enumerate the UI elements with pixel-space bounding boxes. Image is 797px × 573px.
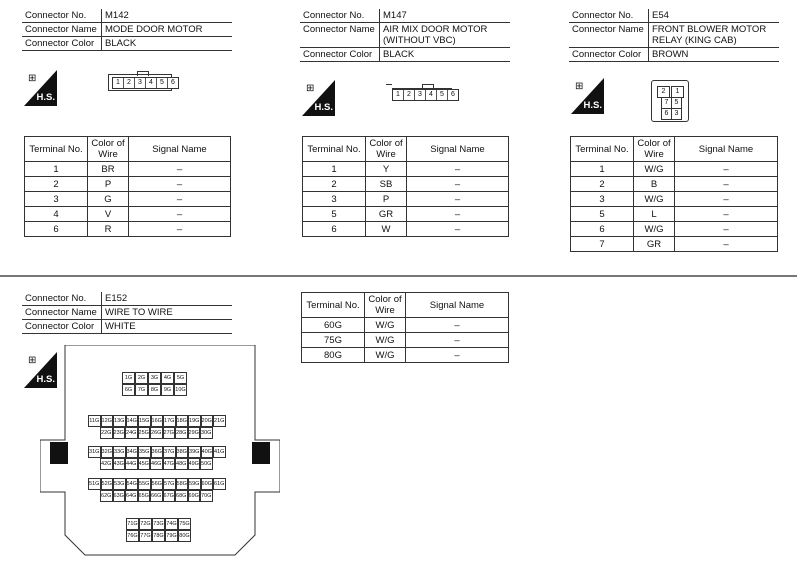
connector-info-m147: Connector No. M147 Connector Name AIR MIX DOOR MOTOR (WITHOUT VBC) Connector Color BLACK bbox=[300, 9, 510, 62]
pin: 5G bbox=[174, 372, 187, 384]
pin: 6 bbox=[451, 91, 455, 98]
connector-icon: ⊞ bbox=[28, 355, 37, 366]
pin: 64G bbox=[125, 490, 138, 502]
pin: 1 bbox=[113, 78, 124, 88]
connector-name: AIR MIX DOOR MOTOR (WITHOUT VBC) bbox=[380, 23, 511, 48]
connector-name: MODE DOOR MOTOR bbox=[102, 23, 233, 37]
pin: 41G bbox=[213, 446, 226, 458]
pin: 17G bbox=[163, 415, 176, 427]
pin: 36G bbox=[151, 446, 164, 458]
pin: 34G bbox=[126, 446, 139, 458]
table-row: 4 V – bbox=[25, 207, 231, 222]
pin: 1 bbox=[393, 90, 404, 100]
pin: 69G bbox=[188, 490, 201, 502]
pin: 5 bbox=[671, 97, 682, 109]
hs-badge: ⊞ H.S. bbox=[302, 80, 335, 116]
pin: 71G bbox=[126, 518, 139, 530]
connector-color: WHITE bbox=[102, 320, 233, 334]
connector-icon: ⊞ bbox=[306, 83, 315, 94]
pin: 48G bbox=[175, 458, 188, 470]
pin: 66G bbox=[150, 490, 163, 502]
table-row: 5 GR – bbox=[303, 207, 509, 222]
pin: 29G bbox=[188, 427, 201, 439]
pin: 79G bbox=[165, 530, 178, 542]
pin-row bbox=[112, 77, 179, 89]
pin: 67G bbox=[163, 490, 176, 502]
pin: 62G bbox=[100, 490, 113, 502]
pin: 1G bbox=[122, 372, 135, 384]
connector-name: FRONT BLOWER MOTOR RELAY (KING CAB) bbox=[649, 23, 780, 48]
table-row: 75G W/G – bbox=[302, 333, 509, 348]
connector-name: WIRE TO WIRE bbox=[102, 306, 233, 320]
table-row: 80G W/G – bbox=[302, 348, 509, 363]
table-row: 2 P – bbox=[25, 177, 231, 192]
connector-face-m142 bbox=[108, 74, 175, 91]
connector-info-e152: Connector No. E152 Connector Name WIRE TO WIRE Connector Color WHITE bbox=[22, 292, 232, 334]
pin: 20G bbox=[201, 415, 214, 427]
pin: 2 bbox=[404, 90, 415, 100]
pin: 38G bbox=[176, 446, 189, 458]
pin: 13G bbox=[113, 415, 126, 427]
pin: 10G bbox=[174, 384, 187, 396]
pin: 35G bbox=[138, 446, 151, 458]
label-connector-color: Connector Color bbox=[22, 37, 102, 51]
pin: 56G bbox=[151, 478, 164, 490]
table-row: 7 GR – bbox=[571, 237, 778, 252]
pin: 61G bbox=[213, 478, 226, 490]
terminal-table-e54: Terminal No. Color of Wire Signal Name 1 W/G – 2 B – 3 W/G – 5 L – 6 W/G – 7 GR – bbox=[570, 136, 778, 252]
connector-icon: ⊞ bbox=[575, 81, 584, 92]
pin: 74G bbox=[165, 518, 178, 530]
pin: 75G bbox=[178, 518, 191, 530]
hs-badge: ⊞ H.S. bbox=[24, 352, 57, 388]
terminal-table-e152: Terminal No. Color of Wire Signal Name 60G W/G – 75G W/G – 80G W/G – bbox=[301, 292, 509, 363]
pin: 46G bbox=[150, 458, 163, 470]
pin: 23G bbox=[113, 427, 126, 439]
pin: 63G bbox=[113, 490, 126, 502]
pin: 70G bbox=[200, 490, 213, 502]
table-row: 2 B – bbox=[571, 177, 778, 192]
pin: 57G bbox=[163, 478, 176, 490]
pin: 77G bbox=[139, 530, 152, 542]
pin: 58G bbox=[176, 478, 189, 490]
pin: 50G bbox=[200, 458, 213, 470]
table-row: 1 Y – bbox=[303, 162, 509, 177]
pin: 3 bbox=[671, 108, 682, 120]
pin: 76G bbox=[126, 530, 139, 542]
table-row: 6 R – bbox=[25, 222, 231, 237]
pin: 28G bbox=[175, 427, 188, 439]
pin: 40G bbox=[201, 446, 214, 458]
pin: 78G bbox=[152, 530, 165, 542]
pin: 45G bbox=[138, 458, 151, 470]
pin: 42G bbox=[100, 458, 113, 470]
connector-face-e54 bbox=[651, 80, 689, 122]
pin: 3 bbox=[415, 90, 426, 100]
pin: 3G bbox=[148, 372, 161, 384]
pin: 21G bbox=[213, 415, 226, 427]
table-row: 3 G – bbox=[25, 192, 231, 207]
connector-info-e54: Connector No. E54 Connector Name FRONT BLOWER MOTOR RELAY (KING CAB) Connector Color BROWN bbox=[569, 9, 779, 62]
pin: 14G bbox=[126, 415, 139, 427]
pin: 55G bbox=[138, 478, 151, 490]
pin: 53G bbox=[113, 478, 126, 490]
pin: 60G bbox=[201, 478, 214, 490]
pin: 39G bbox=[188, 446, 201, 458]
hs-badge: ⊞ H.S. bbox=[24, 70, 57, 106]
label-connector-name: Connector Name bbox=[22, 23, 102, 37]
pin: 37G bbox=[163, 446, 176, 458]
pin: 73G bbox=[152, 518, 165, 530]
pin: 43G bbox=[113, 458, 126, 470]
pin: 5 bbox=[437, 90, 448, 100]
table-row: 6 W/G – bbox=[571, 222, 778, 237]
pin: 26G bbox=[150, 427, 163, 439]
pin: 3 bbox=[135, 78, 146, 88]
pin: 31G bbox=[88, 446, 101, 458]
pin: 59G bbox=[188, 478, 201, 490]
connector-color: BLACK bbox=[380, 48, 511, 62]
pin: 27G bbox=[163, 427, 176, 439]
pin: 6G bbox=[122, 384, 135, 396]
terminal-table-m142: Terminal No. Color of Wire Signal Name 1 BR – 2 P – 3 G – 4 V – 6 R – bbox=[24, 136, 231, 237]
pin: 54G bbox=[126, 478, 139, 490]
pin: 4 bbox=[146, 78, 157, 88]
connector-color: BROWN bbox=[649, 48, 780, 62]
label-connector-no: Connector No. bbox=[22, 9, 102, 23]
table-row: 5 L – bbox=[571, 207, 778, 222]
pin: 11G bbox=[88, 415, 101, 427]
pin: 65G bbox=[138, 490, 151, 502]
pin: 51G bbox=[88, 478, 101, 490]
connector-color: BLACK bbox=[102, 37, 233, 51]
table-row: 3 W/G – bbox=[571, 192, 778, 207]
connector-no: E54 bbox=[649, 9, 780, 23]
connector-no: M142 bbox=[102, 9, 233, 23]
pin: 49G bbox=[188, 458, 201, 470]
pin: 72G bbox=[139, 518, 152, 530]
pin: 5 bbox=[157, 78, 168, 88]
table-row: 1 BR – bbox=[25, 162, 231, 177]
pin: 25G bbox=[138, 427, 151, 439]
pin: 7 bbox=[661, 97, 672, 109]
pin: 18G bbox=[176, 415, 189, 427]
pin: 16G bbox=[151, 415, 164, 427]
connector-info-m142 bbox=[22, 9, 232, 51]
pin: 68G bbox=[175, 490, 188, 502]
pin: 4G bbox=[161, 372, 174, 384]
section-divider bbox=[0, 275, 797, 277]
table-row: 2 SB – bbox=[303, 177, 509, 192]
connector-icon: ⊞ bbox=[28, 73, 37, 84]
pin: 19G bbox=[188, 415, 201, 427]
hs-badge: ⊞ H.S. bbox=[571, 78, 604, 114]
pin: 2 bbox=[124, 78, 135, 88]
pin: 8G bbox=[148, 384, 161, 396]
pin: 4 bbox=[426, 90, 437, 100]
pin: 33G bbox=[113, 446, 126, 458]
pin: 80G bbox=[178, 530, 191, 542]
connector-no: M147 bbox=[380, 9, 511, 23]
terminal-table-m147: Terminal No. Color of Wire Signal Name 1 Y – 2 SB – 3 P – 5 GR – 6 W – bbox=[302, 136, 509, 237]
pin: 9G bbox=[161, 384, 174, 396]
pin: 7G bbox=[135, 384, 148, 396]
pin-row bbox=[392, 89, 459, 101]
pin: 1 bbox=[671, 86, 684, 98]
pin: 6 bbox=[171, 79, 175, 86]
pin: 2G bbox=[135, 372, 148, 384]
pin: 30G bbox=[200, 427, 213, 439]
pin: 22G bbox=[100, 427, 113, 439]
table-row: 3 P – bbox=[303, 192, 509, 207]
pin: 15G bbox=[138, 415, 151, 427]
table-row: 60G W/G – bbox=[302, 318, 509, 333]
pin: 6 bbox=[661, 108, 672, 120]
table-row: 1 W/G – bbox=[571, 162, 778, 177]
pin: 52G bbox=[101, 478, 114, 490]
pin: 47G bbox=[163, 458, 176, 470]
pin: 24G bbox=[125, 427, 138, 439]
table-row: 6 W – bbox=[303, 222, 509, 237]
pin: 2 bbox=[657, 86, 670, 98]
pin: 12G bbox=[101, 415, 114, 427]
pin: 32G bbox=[101, 446, 114, 458]
pin: 44G bbox=[125, 458, 138, 470]
connector-face-m147 bbox=[392, 88, 455, 101]
connector-no: E152 bbox=[102, 292, 233, 306]
